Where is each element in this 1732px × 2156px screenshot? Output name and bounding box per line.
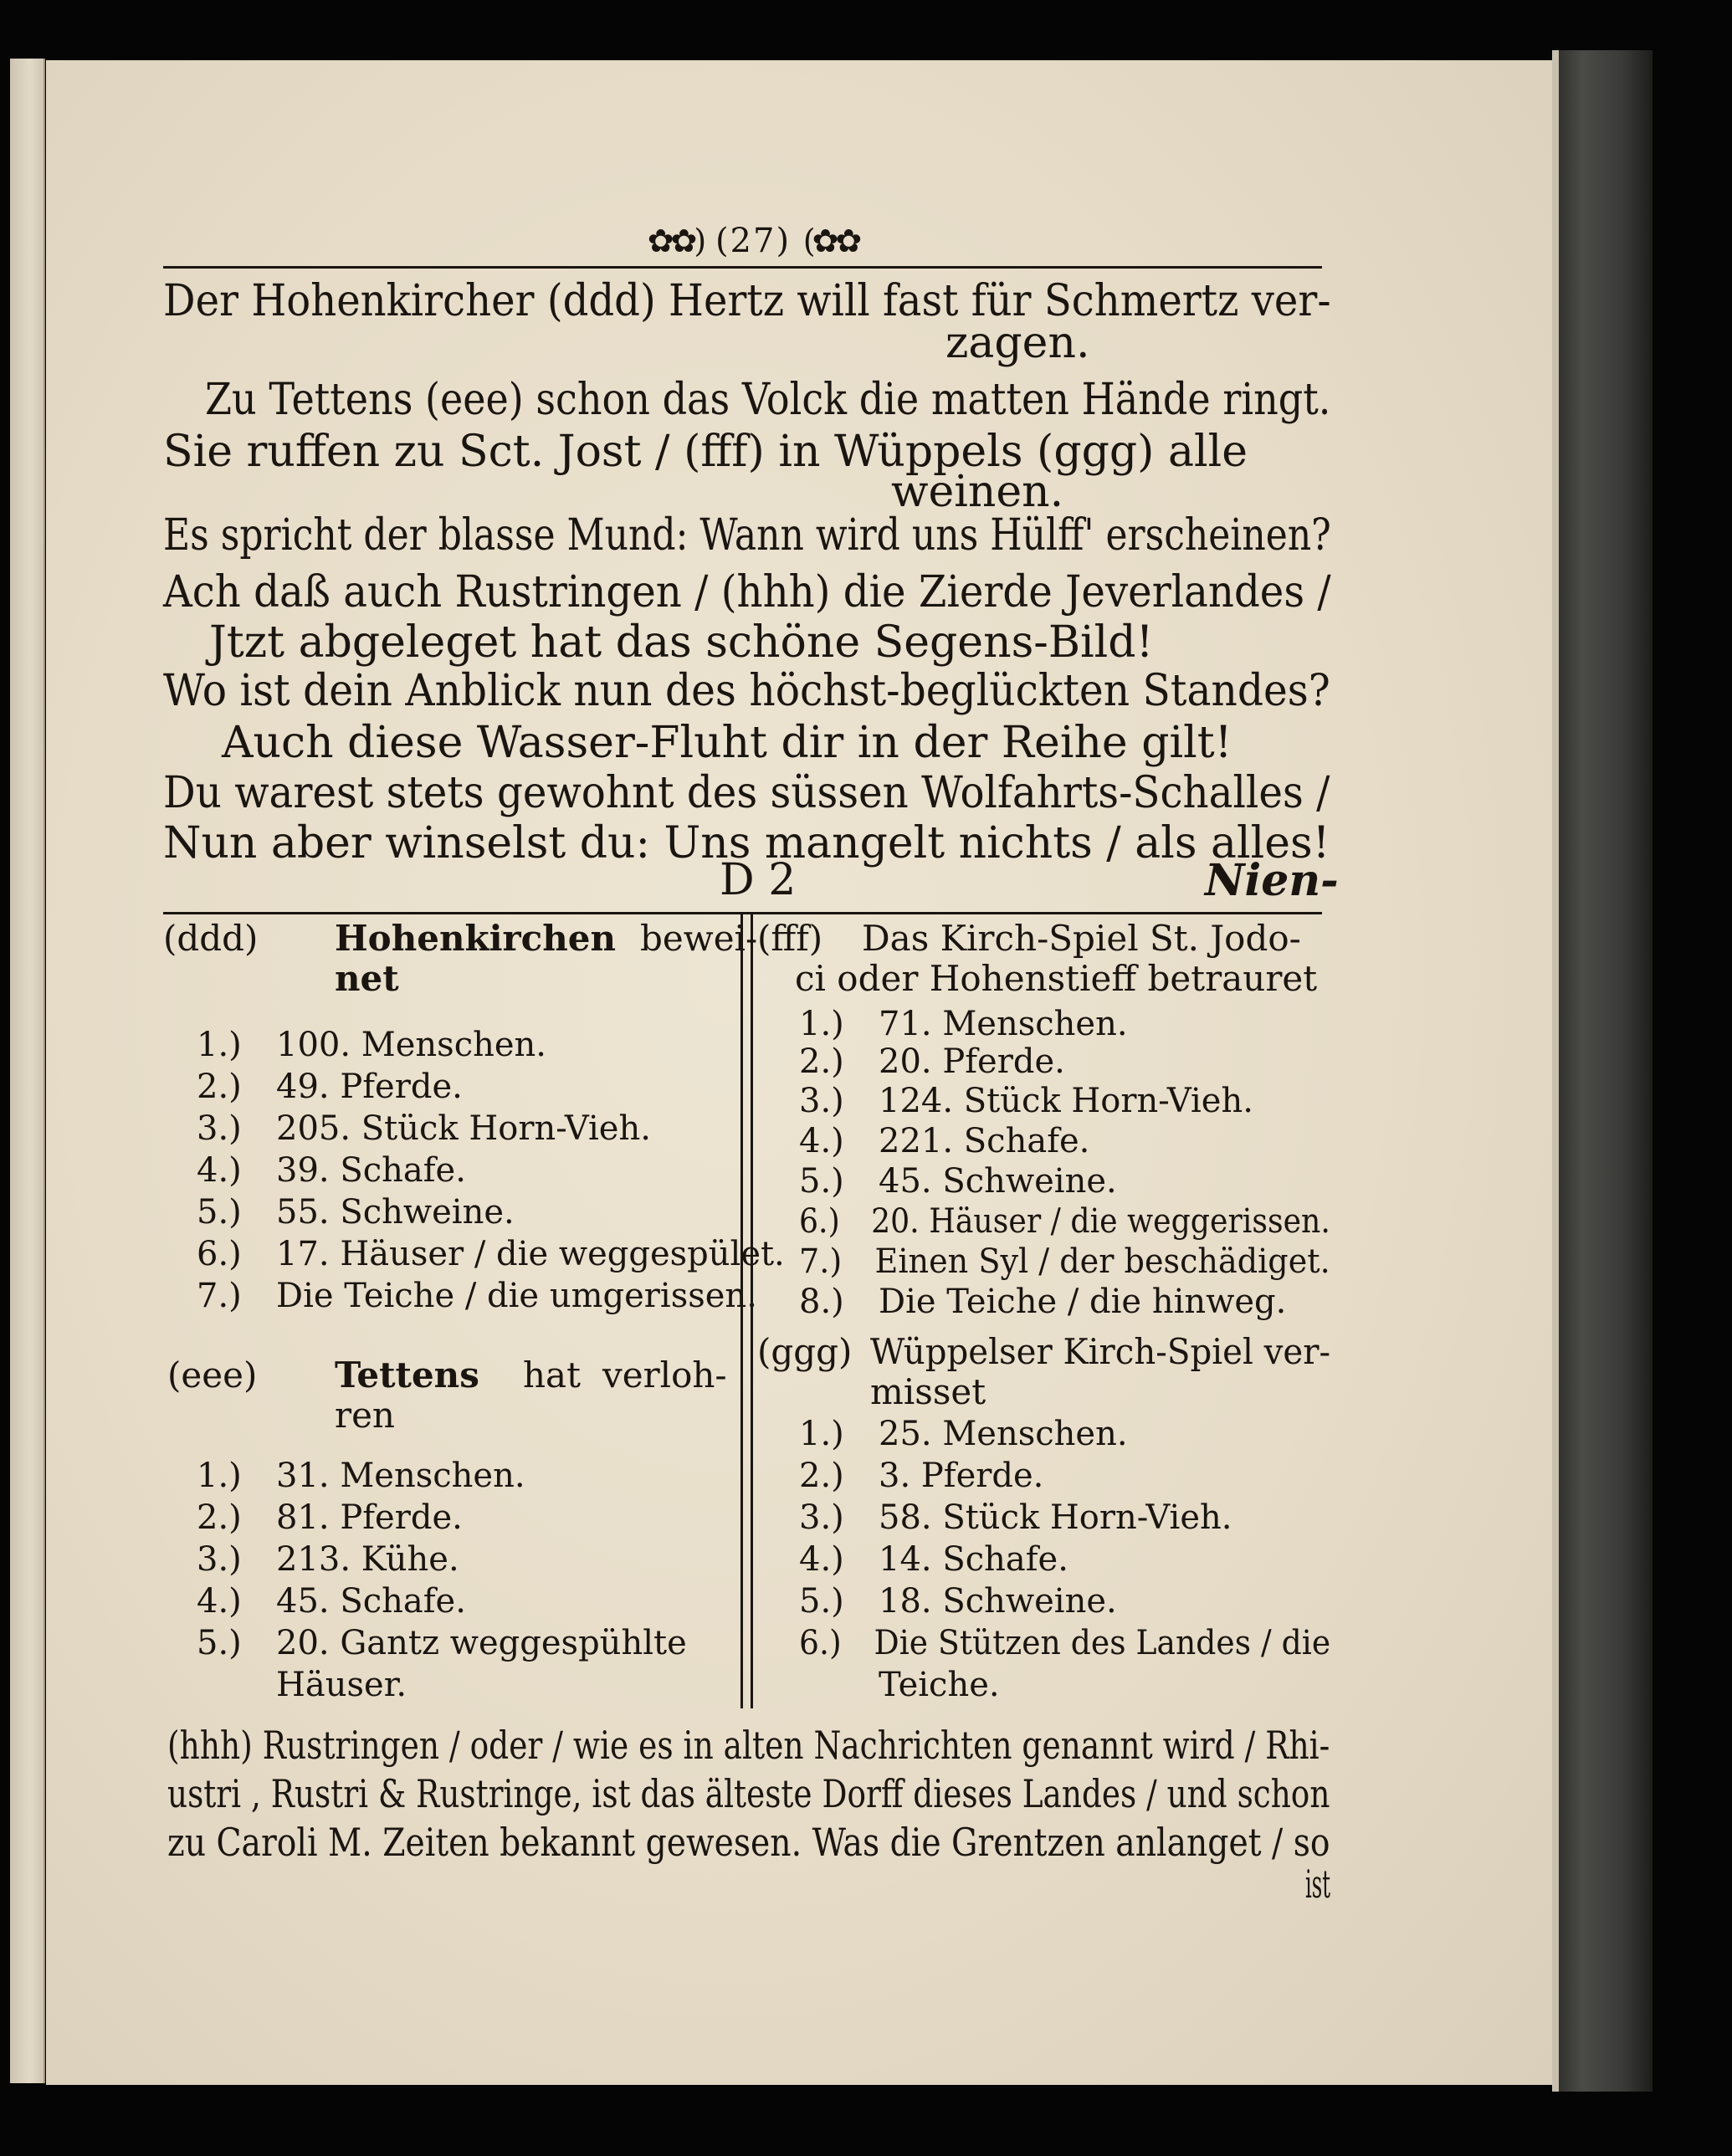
- note-title-eee-end: ren: [335, 1395, 395, 1436]
- poem-line: Wo ist dein Anblick nun des höchst-beglückten Standes?: [163, 666, 1330, 716]
- list-item: 4.) 221. Schafe.: [799, 1122, 1090, 1160]
- list-item: 4.) 14. Schafe.: [799, 1540, 1068, 1579]
- note-title-ggg-cont: misset: [870, 1371, 986, 1412]
- poem-line: Nun aber winselst du: Uns mangelt nichts / als alles!: [163, 818, 1330, 868]
- list-item: 3.) 124. Stück Horn-Vieh.: [799, 1082, 1253, 1120]
- list-item: 7.) Einen Syl / der beschädiget.: [799, 1242, 1330, 1281]
- poem-line: Ach daß auch Rustringen / (hhh) die Zierde Jeverlandes /: [163, 567, 1331, 617]
- signature-mark: D 2: [720, 855, 797, 905]
- list-item: Häuser.: [276, 1666, 407, 1704]
- list-item: 3.) 205. Stück Horn-Vieh.: [197, 1109, 651, 1148]
- footnote-line: (hhh) Rustringen / oder / wie es in alten Nachrichten genannt wird / Rhi-: [167, 1723, 1330, 1768]
- list-item: 5.) 20. Gantz weggespühlte: [197, 1624, 687, 1662]
- note-title-ddd-cont: bewei-: [640, 918, 758, 959]
- list-item: 6.) 17. Häuser / die weggespület.: [197, 1235, 785, 1273]
- note-title-fff: Das Kirch-Spiel St. Jodo-: [862, 918, 1301, 959]
- list-item: 3.) 58. Stück Horn-Vieh.: [799, 1498, 1232, 1537]
- note-title-ggg: Wüppelser Kirch-Spiel ver-: [870, 1331, 1331, 1372]
- poem-line: Sie ruffen zu Sct. Jost / (fff) in Wüppels (ggg) alle: [163, 427, 1248, 477]
- poem-line: Jtzt abgeleget hat das schöne Segens-Bild!: [209, 617, 1154, 668]
- page-header: [577, 222, 929, 264]
- list-item: 1.) 71. Menschen.: [799, 1005, 1128, 1043]
- poem-line: Auch diese Wasser-Fluht dir in der Reihe gilt!: [222, 718, 1232, 768]
- note-title-eee-cont2: verloh-: [602, 1355, 727, 1396]
- list-item: 5.) 45. Schweine.: [799, 1162, 1117, 1201]
- list-item: 2.) 20. Pferde.: [799, 1042, 1065, 1081]
- poem-line: Du warest stets gewohnt des süssen Wolfahrts-Schalles /: [163, 768, 1330, 818]
- header-rule: [163, 266, 1322, 269]
- ornament-right: (✿✿: [802, 223, 859, 259]
- list-item: 4.) 39. Schafe.: [197, 1151, 466, 1190]
- note-title-fff-cont: ci oder Hohenstieff betrauret: [795, 958, 1318, 999]
- poem-line: zagen.: [945, 318, 1090, 368]
- list-item: 2.) 49. Pferde.: [197, 1068, 463, 1106]
- list-item: 7.) Die Teiche / die umgerissen.: [197, 1277, 757, 1315]
- list-item: 4.) 45. Schafe.: [197, 1582, 466, 1621]
- list-item: 2.) 3. Pferde.: [799, 1457, 1044, 1495]
- list-item: 1.) 100. Menschen.: [197, 1026, 547, 1064]
- note-title-ddd-end: net: [335, 958, 399, 999]
- note-marker-ddd: (ddd): [163, 918, 259, 959]
- poem-line: Es spricht der blasse Mund: Wann wird uns Hülff' erscheinen?: [163, 510, 1331, 561]
- footnote-catchword: ist: [1305, 1862, 1330, 1907]
- list-item: 1.) 31. Menschen.: [197, 1457, 525, 1495]
- note-title-eee-cont: hat: [523, 1355, 581, 1396]
- ornament-left: ✿✿): [647, 223, 704, 259]
- book-cover-board: [1552, 50, 1653, 2092]
- note-marker-ggg: (ggg): [757, 1331, 853, 1372]
- poem-line: weinen.: [891, 467, 1064, 517]
- list-item: 1.) 25. Menschen.: [799, 1415, 1128, 1453]
- catchword: Nien-: [1205, 855, 1339, 906]
- poem-line: Der Hohenkircher (ddd) Hertz will fast für Schmertz ver-: [163, 276, 1331, 326]
- list-item: 8.) Die Teiche / die hinweg.: [799, 1283, 1287, 1321]
- list-item: 2.) 81. Pferde.: [197, 1498, 463, 1537]
- poem-line: Zu Tettens (eee) schon das Volck die matten Hände ringt.: [205, 375, 1331, 425]
- list-item: 5.) 55. Schweine.: [197, 1193, 515, 1232]
- note-title-eee: Tettens: [335, 1355, 479, 1396]
- page-number: (27): [715, 222, 792, 260]
- footnote-line: ustri , Rustri & Rustringe, ist das älteste Dorff dieses Landes / und schon: [167, 1771, 1330, 1816]
- list-item: 5.) 18. Schweine.: [799, 1582, 1117, 1621]
- list-item: 6.) 20. Häuser / die weggerissen.: [799, 1202, 1330, 1241]
- list-item: 3.) 213. Kühe.: [197, 1540, 459, 1579]
- facing-page-edge: [10, 59, 45, 2083]
- note-title-ddd: Hohenkirchen: [335, 918, 617, 959]
- list-item: Teiche.: [879, 1666, 1000, 1704]
- note-marker-fff: (fff): [757, 918, 823, 959]
- list-item: 6.) Die Stützen des Landes / die: [799, 1624, 1331, 1662]
- footnote-line: zu Caroli M. Zeiten bekannt gewesen. Was die Grentzen anlanget / so: [167, 1820, 1330, 1865]
- note-marker-eee: (eee): [167, 1355, 258, 1396]
